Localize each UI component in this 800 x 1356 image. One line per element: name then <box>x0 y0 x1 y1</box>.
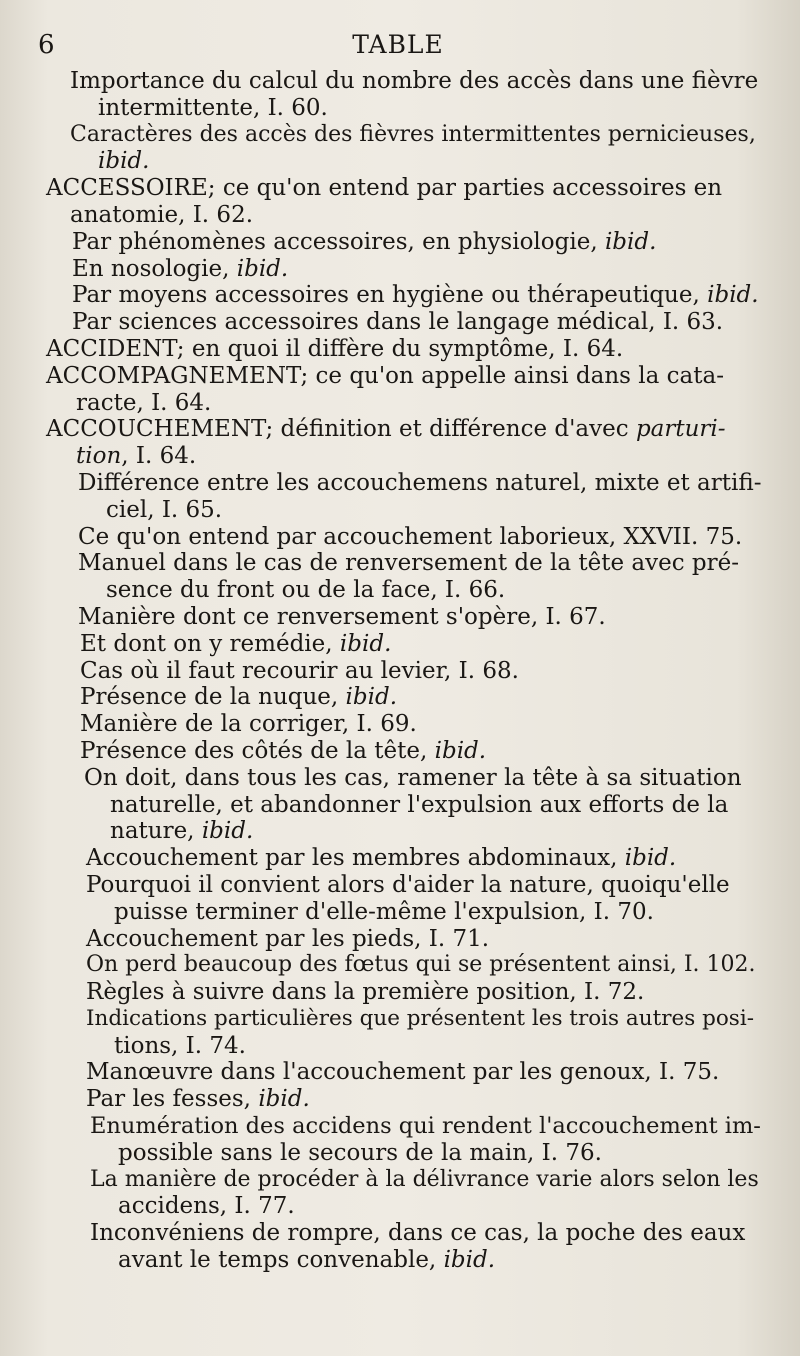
index-entry-line <box>0 148 800 175</box>
index-entry-line <box>0 229 800 256</box>
entry-text: On doit, dans tous les cas, ramener la tête à sa situation <box>84 764 742 791</box>
index-entry-line <box>0 1086 800 1113</box>
index-entry-line <box>0 256 800 283</box>
entry-text: puisse terminer d'elle-même l'expulsion, I. 70. <box>114 898 654 925</box>
index-entry-line <box>0 175 800 202</box>
index-entries <box>0 68 800 1274</box>
index-entry-line <box>0 684 800 711</box>
index-entry-line <box>0 1033 800 1060</box>
entry-text: Indications particulières que présentent les trois autres posi- <box>86 1005 754 1031</box>
index-entry-line <box>0 443 800 470</box>
entry-text: Présence de la nuque, <box>80 684 346 711</box>
index-entry-line <box>0 1220 800 1247</box>
index-entry-line <box>0 416 800 443</box>
index-entry-line <box>0 792 800 819</box>
entry-text: Présence des côtés de la tête, <box>80 737 435 764</box>
index-entry-line <box>0 1247 800 1274</box>
index-entry-line <box>0 631 800 658</box>
entry-text: Caractères des accès des fièvres intermittentes pernicieuses, <box>70 121 756 147</box>
index-entry-line <box>0 309 800 336</box>
entry-text: Pourquoi il convient alors d'aider la nature, quoiqu'elle <box>86 871 730 898</box>
index-entry-line <box>0 282 800 309</box>
index-entry-line <box>0 1006 800 1033</box>
index-entry-line <box>0 952 800 979</box>
entry-text: Ce qu'on entend par accouchement laborieux, XXVII. 75. <box>78 523 743 550</box>
running-title: TABLE <box>352 30 444 59</box>
entry-text: Manière dont ce renversement s'opère, I. 67. <box>78 603 606 630</box>
index-entry-line <box>0 202 800 229</box>
entry-text-italic: ibid. <box>434 737 487 764</box>
index-entry-line <box>0 979 800 1006</box>
index-entry-line <box>0 363 800 390</box>
entry-text: En nosologie, <box>72 255 237 282</box>
entry-text-italic: ibid. <box>258 1086 310 1113</box>
entry-text: Par sciences accessoires dans le langage médical, I. 63. <box>72 309 724 336</box>
entry-text-italic: ibid. <box>604 228 657 255</box>
entry-text: ACCESSOIRE; ce qu'on entend par parties accessoires en <box>46 175 723 202</box>
entry-text-italic: ibid. <box>98 148 150 175</box>
index-entry-line <box>0 738 800 765</box>
index-entry-line <box>0 470 800 497</box>
index-entry-line <box>0 577 800 604</box>
entry-text: naturelle, et abandonner l'expulsion aux efforts de la <box>110 791 729 818</box>
entry-text: Manœuvre dans l'accouchement par les genoux, I. 75. <box>86 1059 720 1086</box>
entry-text: avant le temps convenable, <box>118 1247 444 1274</box>
index-entry-line <box>0 390 800 417</box>
entry-text: tions, I. 74. <box>114 1032 246 1059</box>
index-entry-line <box>0 845 800 872</box>
entry-text: nature, <box>110 818 202 845</box>
index-entry-line <box>0 926 800 953</box>
index-entry-line <box>0 95 800 122</box>
entry-text-italic: ibid. <box>443 1247 496 1274</box>
entry-text-italic: tion <box>76 443 122 470</box>
index-entry-line <box>0 765 800 792</box>
index-entry-line <box>0 818 800 845</box>
index-entry-line <box>0 1140 800 1167</box>
index-entry-line <box>0 658 800 685</box>
index-entry-line <box>0 872 800 899</box>
entry-text: Par les fesses, <box>86 1086 259 1113</box>
index-entry-line <box>0 604 800 631</box>
entry-text: intermittente, I. 60. <box>98 94 328 121</box>
entry-text: ACCOUCHEMENT; définition et différence d'avec <box>46 416 636 443</box>
page-header <box>38 30 758 66</box>
index-entry-line <box>0 550 800 577</box>
entry-text: anatomie, I. 62. <box>70 201 254 228</box>
entry-text-italic: ibid. <box>624 845 677 872</box>
index-entry-line <box>0 524 800 551</box>
index-entry-line <box>0 1193 800 1220</box>
index-entry-line <box>0 497 800 524</box>
entry-text: La manière de procéder à la délivrance varie alors selon les <box>90 1166 759 1192</box>
entry-text: Accouchement par les membres abdominaux, <box>86 845 625 872</box>
page-number: 6 <box>38 30 55 60</box>
entry-text: Différence entre les accouchemens naturel, mixte et artifi- <box>78 469 762 496</box>
entry-text: Par phénomènes accessoires, en physiologie, <box>72 228 605 255</box>
index-entry-line <box>0 1059 800 1086</box>
entry-text: Inconvéniens de rompre, dans ce cas, la poche des eaux <box>90 1220 746 1247</box>
entry-text: , I. 64. <box>121 443 197 470</box>
entry-text: Manuel dans le cas de renversement de la tête avec pré- <box>78 550 740 577</box>
index-entry-line <box>0 336 800 363</box>
entry-text: Règles à suivre dans la première position, I. 72. <box>86 979 645 1006</box>
entry-text: Enumération des accidens qui rendent l'accouchement im- <box>90 1113 761 1140</box>
entry-text: racte, I. 64. <box>76 389 212 416</box>
entry-text: sence du front ou de la face, I. 66. <box>106 577 506 604</box>
entry-text: possible sans le secours de la main, I. 76. <box>118 1139 602 1166</box>
index-entry-line <box>0 1113 800 1140</box>
entry-text-italic: ibid. <box>345 684 398 711</box>
index-entry-line <box>0 1167 800 1194</box>
index-entry-line <box>0 68 800 95</box>
entry-text: ACCIDENT; en quoi il diffère du symptôme, I. 64. <box>46 335 624 362</box>
entry-text: Accouchement par les pieds, I. 71. <box>86 925 490 952</box>
entry-text: Et dont on y remédie, <box>80 630 340 657</box>
entry-text: On perd beaucoup des fœtus qui se présentent ainsi, I. 102. <box>86 952 756 978</box>
entry-text: Par moyens accessoires en hygiène ou thérapeutique, <box>72 282 708 309</box>
index-entry-line <box>0 711 800 738</box>
entry-text: ciel, I. 65. <box>106 496 223 523</box>
entry-text-italic: ibid. <box>707 282 759 309</box>
entry-text-italic: ibid. <box>201 818 254 845</box>
entry-text-italic: parturi- <box>635 416 726 443</box>
index-entry-line <box>0 899 800 926</box>
entry-text: Manière de la corriger, I. 69. <box>80 711 417 738</box>
index-entry-line <box>0 122 800 149</box>
entry-text-italic: ibid. <box>339 630 392 657</box>
entry-text: Importance du calcul du nombre des accès dans une fièvre <box>70 68 759 94</box>
entry-text-italic: ibid. <box>236 255 289 282</box>
entry-text: accidens, I. 77. <box>118 1193 295 1220</box>
entry-text: ACCOMPAGNEMENT; ce qu'on appelle ainsi dans la cata- <box>46 362 724 389</box>
entry-text: Cas où il faut recourir au levier, I. 68. <box>80 657 519 684</box>
